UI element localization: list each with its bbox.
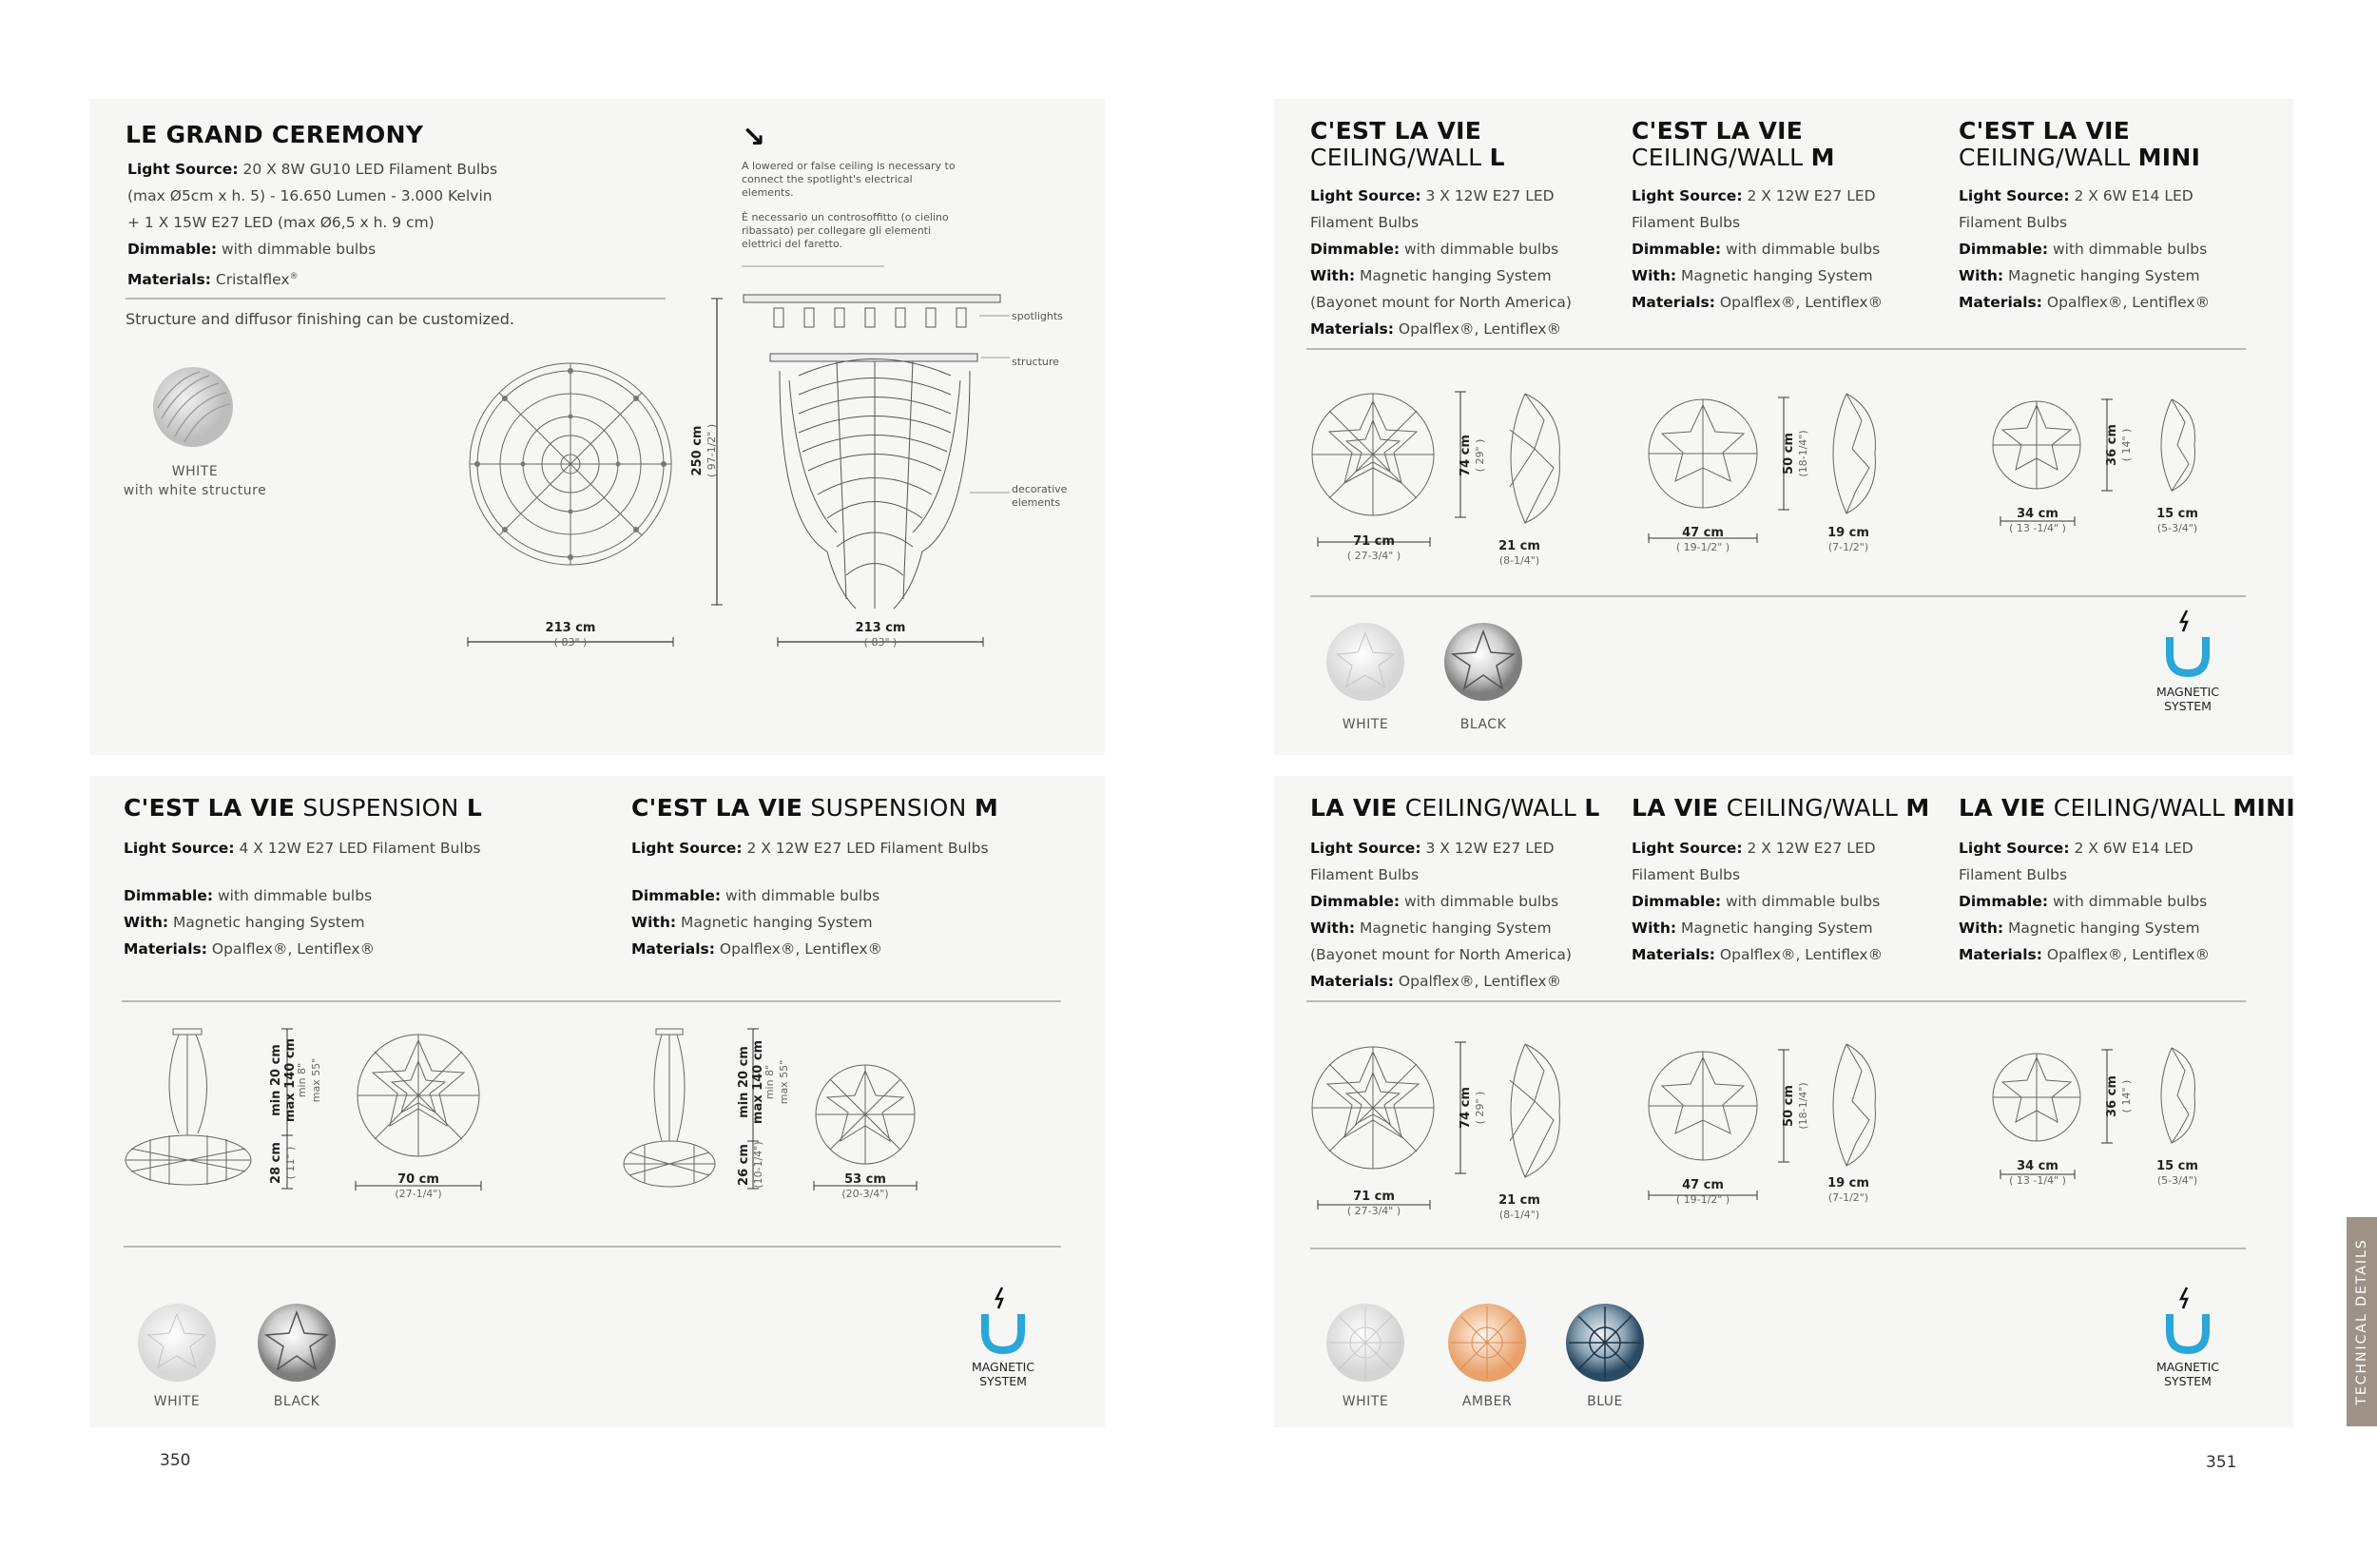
lv-mini-height: 36 cm ( 14" ) (2105, 1075, 2133, 1117)
lgc-divider (126, 298, 666, 300)
lv-m-width: 47 cm ( 19-1/2" ) (1675, 1178, 1730, 1206)
clv-swatch-white-label: WHITE (1342, 717, 1389, 732)
clv-m-height: 50 cm (18-1/4") (1782, 430, 1809, 477)
susp-swatch-black (257, 1303, 337, 1383)
lgc-light-source: Light Source: 20 X 8W GU10 LED Filament Bulbs (max Ø5cm x h. 5) - 16.650 Lumen - 3.000 Kelvin + 1 X 15W E27 LED (max Ø6,5 x h. 9 cm) (127, 161, 498, 231)
lv-m-side (1820, 1042, 1879, 1168)
lgc-dimmable: Dimmable: with dimmable bulbs (127, 241, 377, 258)
lgc-swatch-sub: with white structure (123, 483, 267, 498)
susp-m-drop: min 20 cm max 140 cm (737, 1039, 765, 1125)
lgc-label-decorative: decorative elements (1012, 483, 1068, 509)
clv-l-side (1497, 392, 1563, 525)
lv-l-title: LA VIE CEILING/WALL L (1310, 794, 1600, 822)
clv-m-side (1820, 392, 1879, 515)
clv-mini-title: C'EST LA VIE CEILING/WALL MINI (1959, 117, 2201, 171)
clv-mini-specs: Light Source: 2 X 6W E14 LED Filament Bulbs Dimmable: with dimmable bulbs With: Magnetic hanging System Materials: Opalflex®, Lentiflex® (1959, 187, 2211, 311)
clv-l-title: C'EST LA VIE CEILING/WALL L (1310, 117, 1505, 171)
clv-divider-bottom (1310, 595, 2246, 597)
lv-swatch-white (1325, 1303, 1405, 1383)
susp-divider-bottom (124, 1246, 1061, 1248)
clv-swatch-black (1443, 622, 1523, 702)
clv-mini-front (1991, 399, 2082, 491)
lv-mini-front (1991, 1052, 2082, 1143)
clv-m-specs: Light Source: 2 X 12W E27 LED Filament Bulbs Dimmable: with dimmable bulbs With: Magnetic hanging System Materials: Opalflex®, Lentiflex® (1632, 187, 1884, 311)
lv-swatch-amber (1447, 1303, 1527, 1383)
lv-mini-title: LA VIE CEILING/WALL MINI (1959, 794, 2295, 822)
clv-magnetic-label: MAGNETIC SYSTEM (2155, 685, 2220, 713)
susp-m-height: 26 cm (10-1/4") (737, 1141, 764, 1189)
susp-swatch-white-label: WHITE (153, 1394, 201, 1409)
susp-l-height: 28 cm ( 11" ) (269, 1142, 297, 1184)
lv-l-height: 74 cm ( 29" ) (1459, 1087, 1486, 1129)
susp-l-top (356, 1033, 481, 1158)
lv-l-side (1497, 1042, 1563, 1179)
clv-l-specs: Light Source: 3 X 12W E27 LED Filament Bulbs Dimmable: with dimmable bulbs With: Magnetic hanging System (Bayonet mount for North America) Materials: Opalflex®, Lentiflex® (1310, 187, 1572, 338)
clv-l-front (1310, 392, 1436, 517)
lv-m-height: 50 cm (18-1/4") (1782, 1082, 1809, 1130)
susp-l-pendant (122, 1029, 255, 1189)
clv-m-width: 47 cm ( 19-1/2" ) (1675, 526, 1730, 553)
clv-l-height: 74 cm ( 29" ) (1459, 435, 1486, 476)
lgc-custom-note: Structure and diffusor finishing can be customized. (126, 310, 514, 328)
lgc-swatch-label: WHITE (171, 464, 219, 479)
susp-swatch-black-label: BLACK (273, 1394, 320, 1409)
clv-mini-height: 36 cm ( 14" ) (2105, 424, 2133, 466)
susp-l-specs: Dimmable: with dimmable bulbs With: Magnetic hanging System Materials: Opalflex®, Lentiflex® (124, 887, 376, 958)
clv-m-front (1647, 397, 1759, 510)
lgc-width-2: 213 cm ( 83" ) (855, 621, 906, 648)
lv-swatch-white-label: WHITE (1342, 1394, 1389, 1409)
susp-m-top (814, 1063, 917, 1166)
susp-m-width: 53 cm (20-3/4") (841, 1172, 889, 1200)
susp-m-title: C'EST LA VIE SUSPENSION M (631, 794, 999, 822)
lgc-label-structure: structure (1012, 356, 1059, 368)
lv-l-width: 71 cm ( 27-3/4" ) (1346, 1190, 1401, 1217)
lgc-ceiling-note-en: A lowered or false ceiling is necessary to connect the spotlight's electrical elements. (742, 160, 956, 199)
lv-mini-width: 34 cm ( 13 -1/4" ) (2009, 1159, 2066, 1187)
lv-mini-depth: 15 cm (5-3/4") (2156, 1159, 2198, 1187)
lgc-width-1: 213 cm ( 83" ) (545, 621, 596, 648)
magnet-icon (2164, 1286, 2212, 1354)
lgc-label-spotlights: spotlights (1012, 310, 1063, 322)
clv-m-title: C'EST LA VIE CEILING/WALL M (1632, 117, 1835, 171)
lv-mini-specs: Light Source: 2 X 6W E14 LED Filament Bulbs Dimmable: with dimmable bulbs With: Magnetic hanging System Materials: Opalflex®, Lentiflex® (1959, 840, 2211, 963)
lv-m-title: LA VIE CEILING/WALL M (1632, 794, 1930, 822)
clv-m-depth: 19 cm (7-1/2") (1827, 526, 1869, 553)
lv-mini-side (2151, 1046, 2198, 1145)
magnet-icon (2164, 609, 2212, 677)
lv-magnetic-label: MAGNETIC SYSTEM (2155, 1360, 2220, 1388)
clv-swatch-white (1325, 622, 1405, 702)
lgc-top-view (468, 361, 673, 567)
lgc-side-view (742, 266, 1008, 618)
susp-magnetic-label: MAGNETIC SYSTEM (971, 1360, 1035, 1388)
lgc-ceiling-note-it: È necessario un controsoffitto (o cielino ribassato) per collegare gli elementi elettrici del faretto. (742, 211, 949, 250)
lgc-swatch-white (152, 366, 234, 448)
page-number-left: 350 (160, 1451, 191, 1470)
lv-swatch-blue-label: BLUE (1587, 1394, 1623, 1409)
lv-swatch-blue (1565, 1303, 1645, 1383)
lv-divider-bottom (1310, 1248, 2246, 1249)
arrow-down-right-icon: ↘ (742, 121, 766, 154)
side-tab-technical-details: TECHNICAL DETAILS (2347, 1217, 2377, 1426)
magnet-icon (979, 1286, 1027, 1354)
clv-divider-top (1306, 348, 2246, 350)
susp-m-pendant (620, 1029, 719, 1189)
lgc-title: LE GRAND CEREMONY (126, 121, 424, 148)
clv-mini-width: 34 cm ( 13 -1/4" ) (2009, 507, 2066, 534)
susp-l-width: 70 cm (27-1/4") (395, 1172, 442, 1200)
clv-swatch-black-label: BLACK (1459, 717, 1507, 732)
clv-mini-depth: 15 cm (5-3/4") (2156, 507, 2198, 534)
lv-m-depth: 19 cm (7-1/2") (1827, 1176, 1869, 1204)
susp-l-light: Light Source: 4 X 12W E27 LED Filament Bulbs (124, 840, 481, 857)
susp-l-drop: min 20 cm max 140 cm (269, 1037, 298, 1123)
clv-l-depth: 21 cm (8-1/4") (1498, 539, 1540, 567)
lv-l-front (1310, 1042, 1436, 1173)
lv-divider-top (1306, 1000, 2246, 1002)
susp-m-drop-in: min 8" max 55" (763, 1059, 790, 1105)
susp-divider-top (122, 1000, 1061, 1002)
page-number-right: 351 (2206, 1453, 2237, 1472)
susp-m-specs: Dimmable: with dimmable bulbs With: Magnetic hanging System Materials: Opalflex®, Lentiflex® (631, 887, 883, 958)
susp-l-drop-in: min 8" max 55" (296, 1057, 322, 1103)
lgc-height: 250 cm ( 97-1/2" ) (690, 423, 718, 478)
susp-swatch-white (137, 1303, 217, 1383)
lgc-materials: Materials: Cristalflex® (127, 271, 299, 289)
susp-m-light: Light Source: 2 X 12W E27 LED Filament Bulbs (631, 840, 989, 857)
clv-mini-side (2151, 397, 2198, 493)
clv-l-width: 71 cm ( 27-3/4" ) (1346, 534, 1401, 562)
lv-m-front (1647, 1050, 1759, 1162)
lv-m-specs: Light Source: 2 X 12W E27 LED Filament Bulbs Dimmable: with dimmable bulbs With: Magnetic hanging System Materials: Opalflex®, Lentiflex® (1632, 840, 1884, 963)
lv-swatch-amber-label: AMBER (1461, 1394, 1513, 1409)
susp-l-title: C'EST LA VIE SUSPENSION L (124, 794, 483, 822)
lv-l-depth: 21 cm (8-1/4") (1498, 1193, 1540, 1221)
lv-l-specs: Light Source: 3 X 12W E27 LED Filament Bulbs Dimmable: with dimmable bulbs With: Magnetic hanging System (Bayonet mount for North America) Materials: Opalflex®, Lentiflex® (1310, 840, 1572, 990)
